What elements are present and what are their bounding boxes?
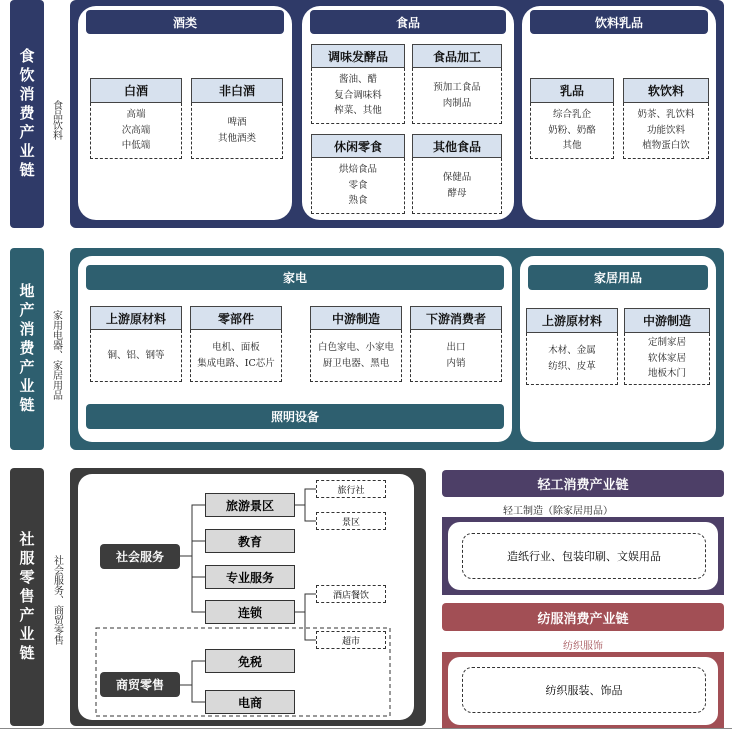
snacks-item: 烘焙食品 (338, 163, 377, 175)
condiment-item: 榨菜、其他 (334, 105, 382, 117)
soft-drink-item: 功能饮料 (646, 124, 685, 136)
soft-drink-item: 奶茶、乳饮料 (637, 108, 695, 120)
dairy-item: 其他 (562, 140, 582, 152)
dutyfree-box: 免税 (205, 649, 295, 673)
home-upstream-item: 木材、金属 (548, 344, 596, 356)
non-baijiu-label: 非白酒 (191, 78, 283, 103)
light-industry-content: 造纸行业、包装印刷、文娱用品 (462, 533, 706, 579)
trade-branch-line (180, 661, 205, 702)
appliance-parts-item: 集成电路、IC芯片 (197, 357, 275, 369)
light-industry-header: 轻工消费产业链 (442, 470, 724, 497)
lighting-header: 照明设备 (86, 404, 504, 429)
appliance-midstream-label: 中游制造 (310, 306, 402, 330)
non-baijiu-item: 其他酒类 (217, 132, 256, 144)
home-header: 家居用品 (528, 265, 708, 290)
baijiu-item: 中低端 (121, 140, 151, 152)
condiment-label: 调味发酵品 (311, 44, 405, 68)
dairy-item: 综合乳企 (552, 108, 591, 120)
appliance-downstream-label: 下游消费者 (410, 306, 502, 330)
home-midstream-item: 地板木门 (647, 368, 686, 380)
processing-label: 食品加工 (412, 44, 502, 68)
appliance-parts-label: 零部件 (190, 306, 282, 330)
non-baijiu-item: 啤酒 (227, 116, 247, 128)
other-food-item: 保健品 (442, 171, 472, 183)
retail-chain-side-label: 社服零售产业链 (10, 468, 44, 726)
appliance-midstream-item: 白色家电、小家电 (317, 341, 394, 353)
hotel-tag: 酒店餐饮 (316, 585, 386, 603)
home-upstream-item: 纺织、皮革 (548, 360, 596, 372)
home-upstream-label: 上游原材料 (526, 308, 618, 333)
textile-header: 纺服消费产业链 (442, 603, 724, 631)
estate-chain-side-label: 地产消费产业链 (10, 248, 44, 450)
bottom-rule (0, 728, 732, 729)
tourism-box: 旅游景区 (205, 493, 295, 517)
appliance-midstream-item: 厨卫电器、黑电 (322, 357, 390, 369)
baijiu-item: 高端 (126, 108, 146, 120)
appliance-parts-item: 电机、面板 (212, 341, 260, 353)
education-box: 教育 (205, 529, 295, 553)
scenic-tag: 景区 (316, 512, 386, 530)
social-service-label: 社会服务 (100, 544, 180, 569)
home-midstream-label: 中游制造 (624, 308, 710, 333)
foods-header: 食品 (310, 10, 506, 34)
alcohol-header: 酒类 (86, 10, 284, 34)
dairy-label: 乳品 (530, 78, 614, 103)
trade-retail-label: 商贸零售 (100, 672, 180, 697)
processing-item: 肉制品 (442, 97, 472, 109)
appliance-upstream-label: 上游原材料 (90, 306, 182, 330)
ecommerce-box: 电商 (205, 690, 295, 714)
appliance-upstream-item: 铜、铝、钢等 (107, 349, 165, 361)
snacks-label: 休闲零食 (311, 134, 405, 158)
appliance-downstream-item: 内销 (446, 357, 466, 369)
home-midstream-item: 定制家居 (647, 336, 686, 348)
processing-item: 预加工食品 (433, 81, 481, 93)
drinks-header: 饮料乳品 (530, 10, 708, 34)
supermarket-tag: 超市 (316, 631, 386, 649)
retail-chain-sub-label: 社会服务、商贸零售 (51, 555, 63, 645)
light-industry-sub: 轻工制造（除家居用品） (503, 506, 613, 517)
soft-drink-item: 植物蛋白饮 (642, 140, 690, 152)
appliance-downstream-item: 出口 (446, 341, 466, 353)
professional-box: 专业服务 (205, 565, 295, 589)
baijiu-item: 次高端 (121, 124, 151, 136)
other-food-label: 其他食品 (412, 134, 502, 158)
tourism-travel-line (295, 489, 316, 521)
social-branch-line (180, 505, 205, 612)
snacks-item: 零食 (348, 179, 368, 191)
food-chain-sub-label: 食品饮料 (50, 100, 62, 140)
textile-content: 纺织服装、饰品 (462, 667, 706, 713)
home-midstream-item: 软体家居 (647, 352, 686, 364)
chain-hotel-line (295, 594, 316, 640)
soft-drink-label: 软饮料 (623, 78, 709, 103)
snacks-item: 熟食 (348, 195, 368, 207)
estate-chain-sub-label: 家用电器、家居用品 (50, 310, 62, 400)
food-chain-side-label: 食饮消费产业链 (10, 0, 44, 228)
textile-sub: 纺织服饰 (563, 641, 603, 652)
other-food-item: 酵母 (447, 187, 467, 199)
condiment-item: 复合调味料 (334, 89, 382, 101)
dairy-item: 奶粉、奶酪 (548, 124, 596, 136)
travel-agency-tag: 旅行社 (316, 480, 386, 498)
appliance-header: 家电 (86, 265, 504, 290)
chain-box: 连锁 (205, 600, 295, 624)
condiment-item: 酱油、醋 (338, 73, 377, 85)
baijiu-label: 白酒 (90, 78, 182, 103)
